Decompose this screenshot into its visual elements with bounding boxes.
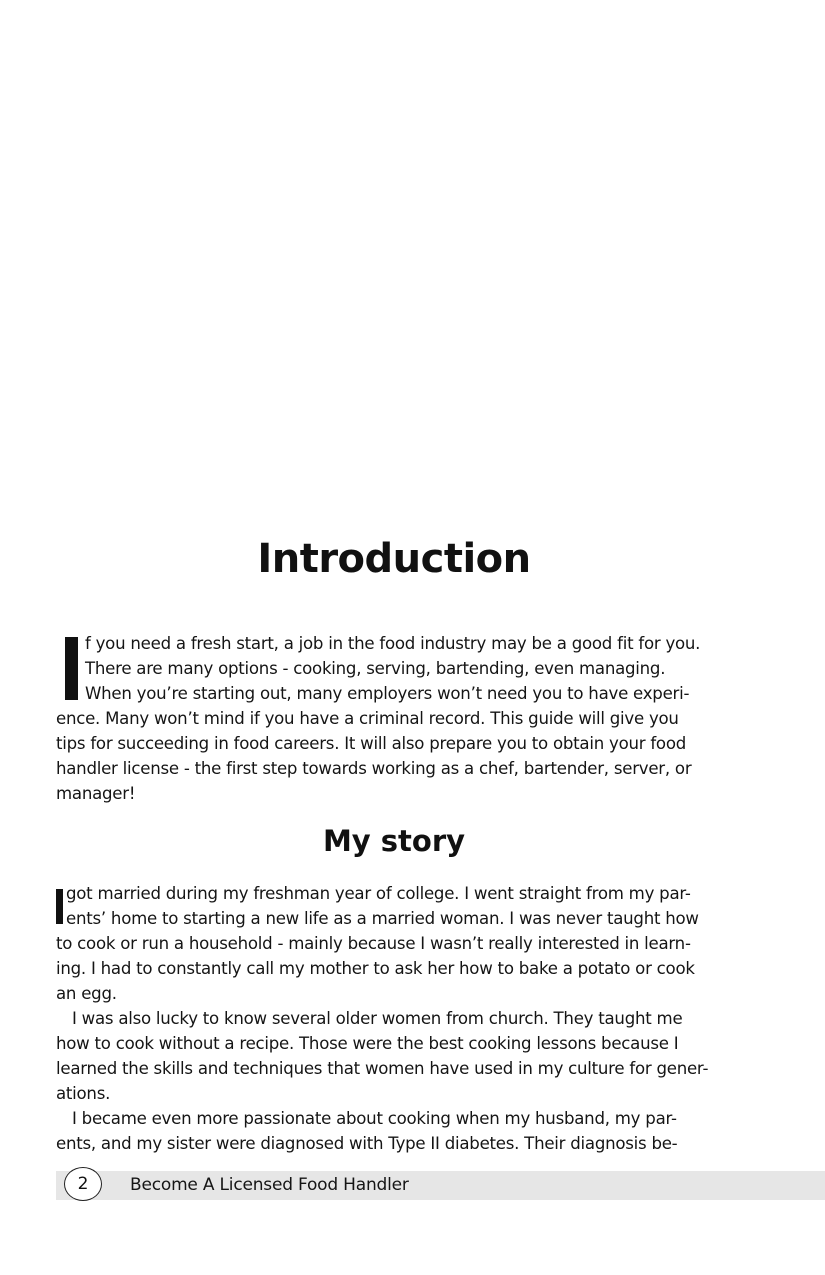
story-paragraphs: [56, 881, 728, 1156]
text-line: tips for succeeding in food careers. It will also prepare you to obtain your food: [56, 734, 687, 753]
text-line: manager!: [56, 784, 136, 803]
text-line: got married during my freshman year of college. I went straight from my par-: [66, 884, 691, 903]
text-line: f you need a fresh start, a job in the food industry may be a good fit for you.: [85, 634, 701, 653]
text-line: When you’re starting out, many employers won’t need you to have experi-: [85, 684, 690, 703]
footer-book-title: Become A Licensed Food Handler: [130, 1175, 409, 1195]
page-title: Introduction: [257, 536, 531, 582]
page-number: 2: [77, 1174, 89, 1194]
text-line: ations.: [56, 1084, 111, 1103]
section-title: My story: [322, 824, 466, 858]
text-line: handler license - the first step towards working as a chef, bartender, server, or: [56, 759, 692, 778]
text-line: ents, and my sister were diagnosed with Type II diabetes. Their diagnosis be-: [56, 1134, 678, 1153]
text-line: There are many options - cooking, serving, bartending, even managing.: [85, 659, 666, 678]
text-line: ing. I had to constantly call my mother to ask her how to bake a potato or cook: [56, 959, 695, 978]
page-number-badge: [64, 1167, 102, 1201]
text-line: how to cook without a recipe. Those were the best cooking lessons because I: [56, 1034, 679, 1053]
text-line: to cook or run a household - mainly because I wasn’t really interested in learn-: [56, 934, 691, 953]
text-line: ence. Many won’t mind if you have a criminal record. This guide will give you: [56, 709, 679, 728]
text-line: an egg.: [56, 984, 117, 1003]
text-line: learned the skills and techniques that women have used in my culture for gener-: [56, 1059, 709, 1078]
text-line: ents’ home to starting a new life as a married woman. I was never taught how: [66, 909, 699, 928]
intro-paragraph: [56, 631, 728, 806]
text-line: I was also lucky to know several older women from church. They taught me: [72, 1009, 683, 1028]
text-line: I became even more passionate about cooking when my husband, my par-: [72, 1109, 677, 1128]
